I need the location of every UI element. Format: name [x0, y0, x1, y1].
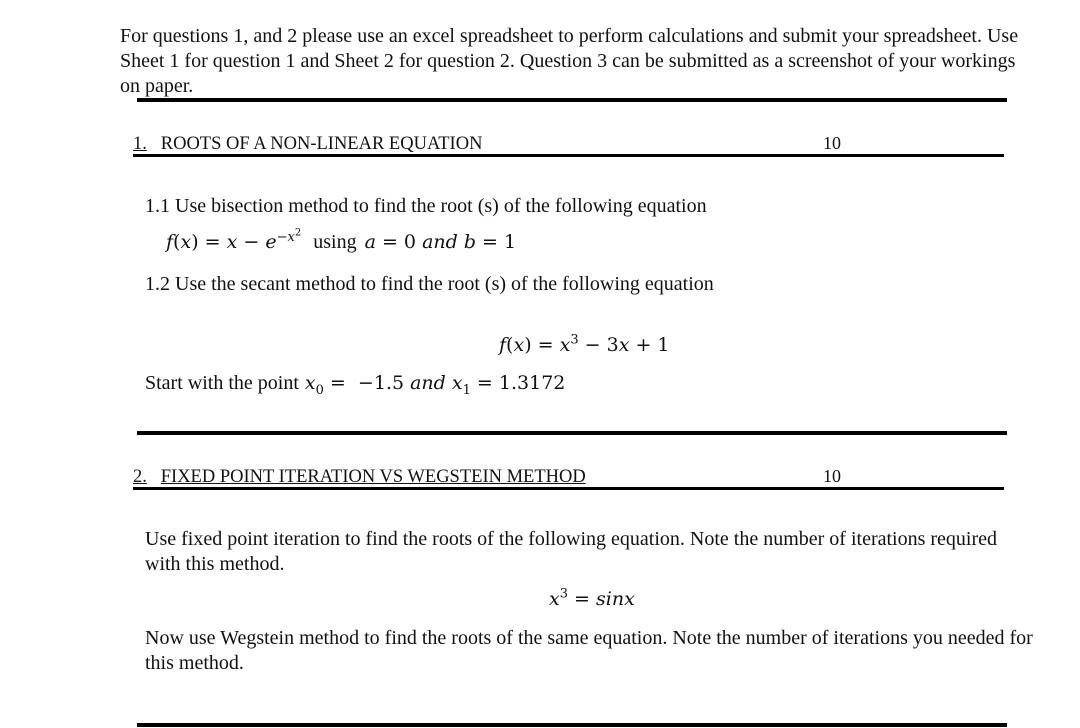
q1-1-equation: $f(x) = x - e^{-x^2}$ [166, 227, 302, 253]
section1-underline [133, 154, 1004, 157]
section1-number: 1. [133, 134, 147, 154]
q1-1-equation-line [166, 227, 517, 255]
section2-paragraph-1: Use fixed point iteration to find the roots of the following equation. Note the number of iterations required with this method. [145, 528, 998, 575]
divider-middle [137, 431, 1007, 435]
section2-number: 2. [133, 467, 147, 487]
q1-2-equation: $f(x) = x^3 - 3x + 1$ [499, 332, 670, 356]
section2-points: 10 [823, 466, 841, 486]
section1-heading [133, 133, 482, 155]
question-1-1: 1.1 Use bisection method to find the root (s) of the following equation [145, 195, 707, 217]
section1-points: 10 [823, 133, 841, 153]
q1-1-using: using [313, 231, 357, 253]
divider-bottom [137, 723, 1007, 727]
section2-underline [133, 487, 1004, 490]
section2-paragraph-2: Now use Wegstein method to find the roots of the same equation. Note the number of iterations you needed for this method. [145, 627, 1033, 674]
start-values: $x_0 = -1.5$ and $x_1 = 1.3172$ [304, 372, 566, 398]
intro-paragraph: For questions 1, and 2 please use an excel spreadsheet to perform calculations and submit your spreadsheet. Use Sheet 1 for question 1 and Sheet 2 for question 2. Question 3 can be submitted as a screenshot of your workings on paper. [120, 25, 1019, 97]
section1-title: ROOTS OF A NON-LINEAR EQUATION [160, 134, 483, 154]
section2-title: FIXED POINT ITERATION VS WEGSTEIN METHOD [160, 467, 586, 487]
start-point-line [145, 371, 565, 396]
section2-heading [133, 466, 586, 488]
q1-1-bounds: a = 0 and b = 1 [364, 231, 517, 253]
start-text: Start with the point [145, 372, 299, 394]
question-1-2: 1.2 Use the secant method to find the root (s) of the following equation [145, 273, 714, 295]
section2-equation: $x^3 = \sin x$ [549, 586, 635, 610]
divider-top [137, 98, 1007, 102]
